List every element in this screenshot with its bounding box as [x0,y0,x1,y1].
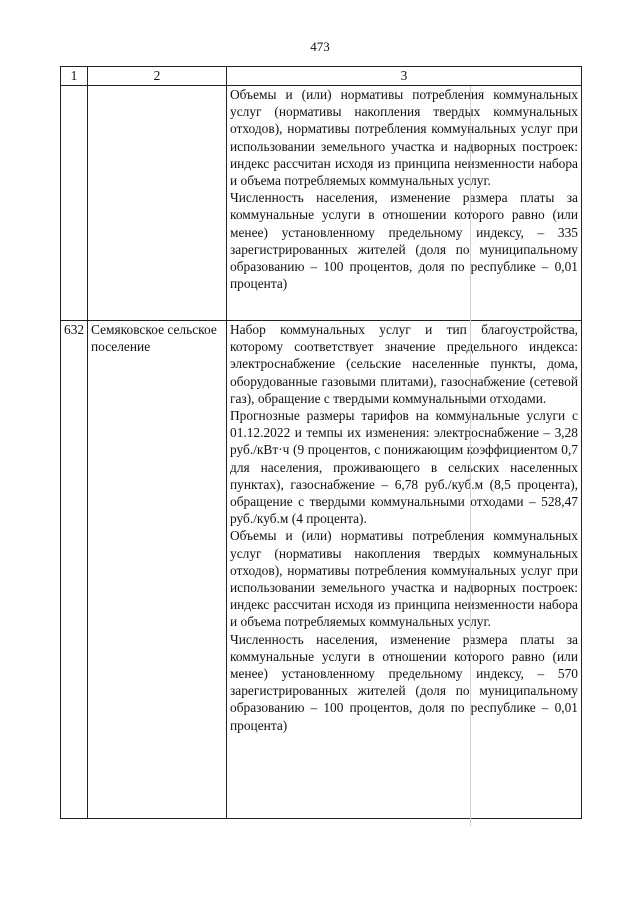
header-cell-2: 2 [88,67,227,86]
row-number [61,86,88,321]
table-header-row [61,67,582,86]
scan-fold-line [470,86,471,826]
table-row [61,321,582,819]
municipality-name [88,86,227,321]
page-number: 473 [310,39,330,54]
municipality-name: Семяковское сельское поселение [88,321,227,819]
paragraph-tariffs: Прогнозные размеры тарифов на коммунальные услуги с 01.12.2022 и темпы их изменения: электроснабжение – 3,28 руб./кВт·ч (9 процентов, с понижающим коэффициентом 0,7 для населения, проживающего в сельских населенных пунктах), газоснабжение – 6,78 руб./куб.м (8,5 процента), обращение с твердыми коммунальными отходами – 528,47 руб./куб.м (4 процента). [230,408,578,527]
document-table [60,66,582,819]
paragraph-population: Численность населения, изменение размера платы за коммунальные услуги в отношении которого равно (или менее) установленному предельному индексу, – 335 зарегистрированных жителей (доля по муниципальному образованию – 100 процентов, доля по республике – 0,01 процента) [230,190,578,292]
row-content [227,86,582,321]
row-number: 632 [61,321,88,819]
paragraph-services-set: Набор коммунальных услуг и тип благоустройства, которому соответствует значение предельного индекса: электроснабжение (сельские населенные пункты, дома, оборудованные газовыми плитами), газоснабжение (сетевой газ), обращение с твердыми коммунальными отходами. [230,322,578,406]
header-cell-1: 1 [61,67,88,86]
paragraph-volumes: Объемы и (или) нормативы потребления коммунальных услуг (нормативы накопления твердых коммунальных отходов), нормативы потребления коммунальных услуг при использовании земельного участка и надворных построек: индекс рассчитан исходя из принципа неизменности набора и объема потребляемых коммунальных услуг. [230,87,578,189]
header-cell-3: 3 [227,67,582,86]
row-content [227,321,582,819]
paragraph-volumes: Объемы и (или) нормативы потребления коммунальных услуг (нормативы накопления твердых коммунальных отходов), нормативы потребления коммунальных услуг при использовании земельного участка и надворных построек: индекс рассчитан исходя из принципа неизменности набора и объема потребляемых коммунальных услуг. [230,528,578,630]
paragraph-population: Численность населения, изменение размера платы за коммунальные услуги в отношении которого равно (или менее) установленному предельному индексу, – 570 зарегистрированных жителей (доля по муниципальному образованию – 100 процентов, доля по республике – 0,01 процента) [230,631,578,733]
table-row [61,86,582,321]
